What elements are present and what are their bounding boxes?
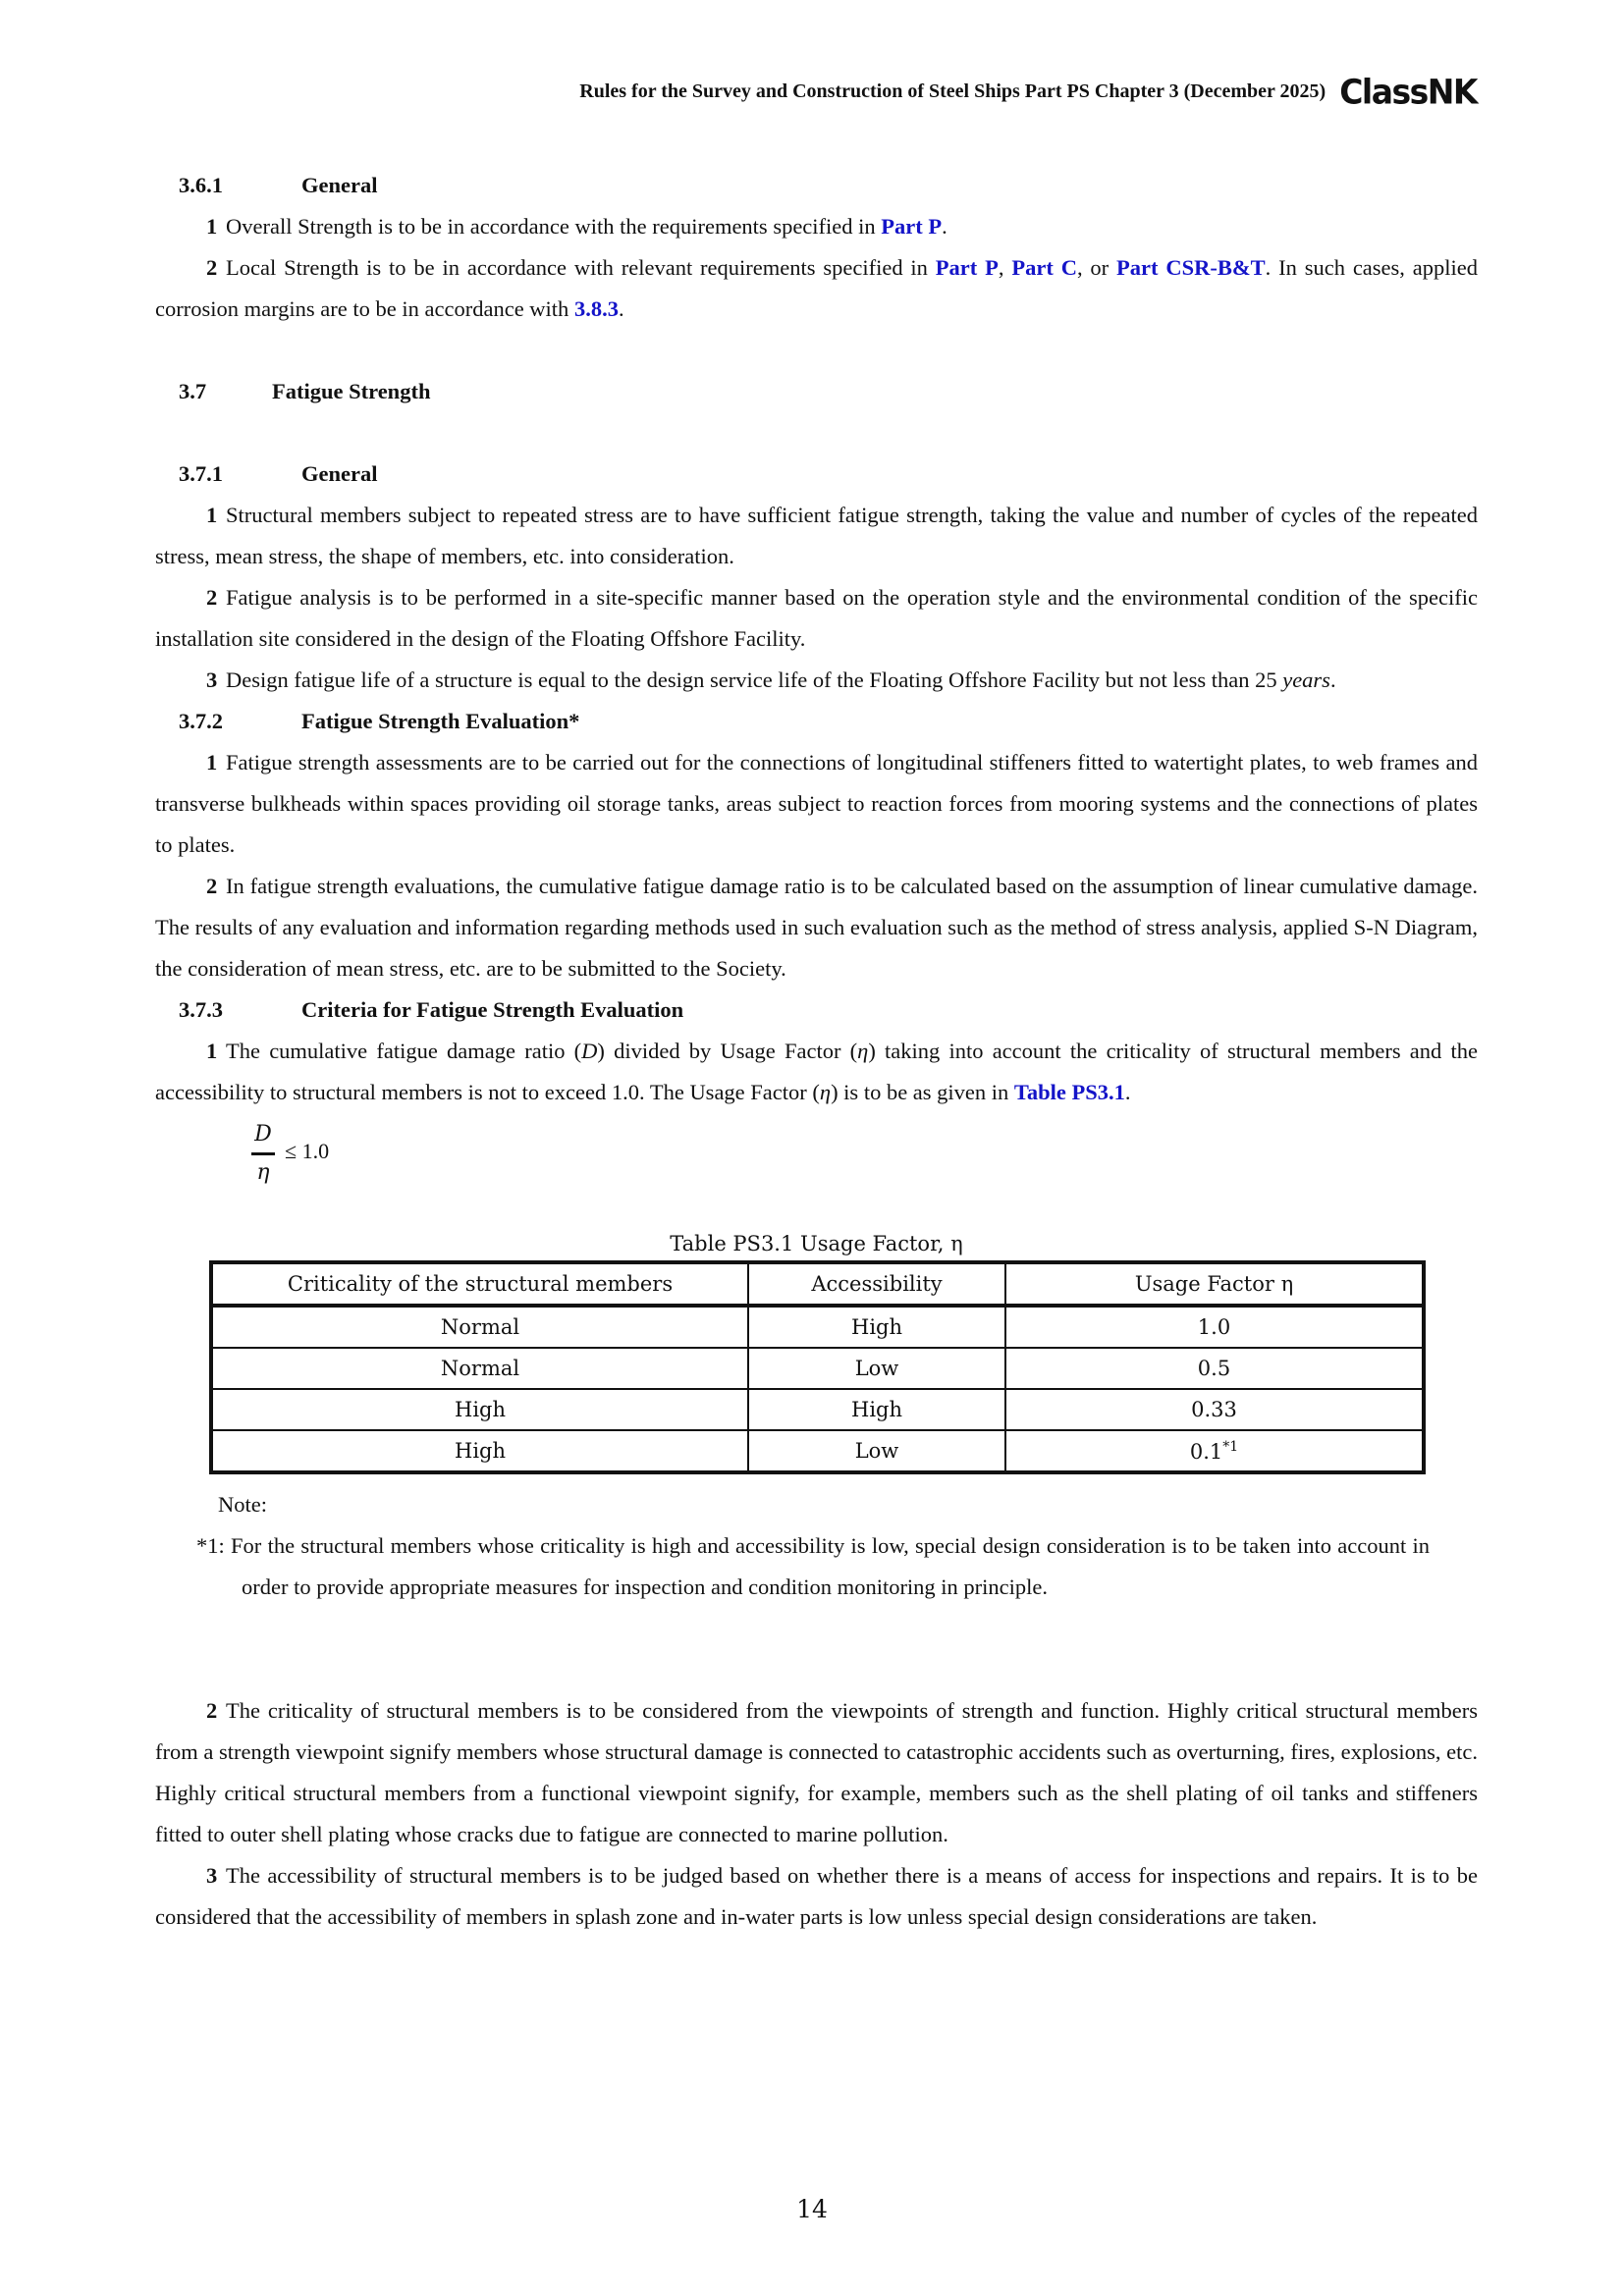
section-number: 3.6.1: [179, 173, 223, 197]
header-title: Rules for the Survey and Construction of Steel Ships Part PS Chapter 3 (December 2025): [579, 80, 1326, 102]
paragraph-3-7-2-1: [155, 742, 1478, 866]
section-heading-3-7-1: [155, 454, 1478, 495]
section-number: 3.7.3: [179, 997, 223, 1022]
paragraph-text: The accessibility of structural members is to be judged based on whether there is a means of access for inspections and repairs. It is to be considered that the accessibility of members in splash zone and in-water parts is low unless special design considerations are taken.: [155, 1863, 1478, 1929]
fraction-numerator: D: [254, 1122, 272, 1147]
link-part-csr-bt[interactable]: Part CSR-B&T: [1116, 255, 1266, 280]
paragraph-3-7-1-3: [155, 660, 1478, 701]
table-cell: [1005, 1430, 1424, 1472]
paragraph-text: The criticality of structural members is to be considered from the viewpoints of strength and function. Highly critical structural members from a strength viewpoint signify members whose structural damage is connected to catastrophic accidents such as overturning, fires, explosions, etc. Highly critical structural members from a functional viewpoint signify, for example, members such as the shell plating of oil tanks and stiffeners fitted to outer shell plating whose cracks due to fatigue are connected to marine pollution.: [155, 1698, 1478, 1846]
fatigue-criterion-formula: [251, 1113, 1478, 1201]
table-cell: Normal: [211, 1306, 748, 1348]
paragraph-text: ) taking into account the criticality of structural members and the accessibility to structural members is not to exceed 1.0. The Usage Factor (: [155, 1039, 1478, 1104]
table-cell-value: 0.1: [1189, 1439, 1223, 1464]
link-table-ps3-1[interactable]: Table PS3.1: [1013, 1080, 1125, 1104]
section-number: 3.7: [179, 379, 207, 403]
paragraph-text: ) is to be as given in: [831, 1080, 1014, 1104]
classnk-logo: ClassNK: [1339, 72, 1477, 112]
formula-rhs: ≤ 1.0: [285, 1139, 330, 1163]
paragraph-number: 1: [206, 503, 218, 527]
paragraph-number: 1: [206, 750, 218, 774]
paragraph-text: Fatigue analysis is to be performed in a site-specific manner based on the operation style and the environmental condition of the specific installation site considered in the design of the Floating Offshore Facility.: [155, 585, 1478, 651]
section-heading-3-7-2: [155, 701, 1478, 742]
section-number: 3.7.2: [179, 709, 223, 733]
section-title: General: [301, 461, 378, 486]
fraction: [251, 1121, 275, 1187]
link-part-p[interactable]: Part P: [935, 255, 999, 280]
table-cell: 1.0: [1005, 1306, 1424, 1348]
paragraph-number: 2: [206, 1698, 218, 1723]
page-content: [155, 165, 1478, 1938]
table-cell: 0.5: [1005, 1348, 1424, 1389]
section-title: Fatigue Strength: [272, 379, 431, 403]
symbol-d: D: [581, 1039, 598, 1063]
table-header-cell: Criticality of the structural members: [211, 1262, 748, 1306]
table-cell: Low: [748, 1430, 1005, 1472]
table-caption: Table PS3.1 Usage Factor, η: [670, 1232, 963, 1255]
paragraph-text: Overall Strength is to be in accordance with the requirements specified in: [226, 214, 882, 239]
table-row: [211, 1306, 1424, 1348]
table-cell: High: [748, 1389, 1005, 1430]
table-cell: High: [748, 1306, 1005, 1348]
symbol-eta: η: [819, 1080, 832, 1104]
paragraph-number: 2: [206, 585, 218, 610]
section-heading-3-7-3: [155, 989, 1478, 1031]
table-note-label: Note:: [218, 1492, 267, 1517]
paragraph-3-7-2-2: [155, 866, 1478, 989]
table-row: [211, 1348, 1424, 1389]
table-cell: Normal: [211, 1348, 748, 1389]
table-cell: Low: [748, 1348, 1005, 1389]
paragraph-text: ,: [998, 255, 1012, 280]
table-note-item: *1: For the structural members whose criticality is high and accessibility is low, special design consideration is to be taken into account in order to provide appropriate measures for inspection and condition monitoring in principle.: [196, 1533, 1430, 1599]
fraction-bar: [251, 1152, 275, 1155]
paragraph-text: .: [618, 296, 624, 321]
section-title: General: [301, 173, 378, 197]
paragraph-3-6-1-1: [155, 206, 1478, 247]
link-3-8-3[interactable]: 3.8.3: [573, 296, 619, 321]
section-number: 3.7.1: [179, 461, 223, 486]
symbol-eta: η: [857, 1039, 869, 1063]
table-header-cell: Usage Factor η: [1005, 1262, 1424, 1306]
link-part-c[interactable]: Part C: [1011, 255, 1077, 280]
table-row: [211, 1430, 1424, 1472]
paragraph-3-6-1-2: [155, 247, 1478, 330]
table-header-row: [211, 1262, 1424, 1306]
paragraph-emphasis: years: [1282, 667, 1330, 692]
paragraph-3-7-3-3: [155, 1855, 1478, 1938]
paragraph-text: .: [1329, 667, 1336, 692]
usage-factor-table: [209, 1260, 1426, 1474]
paragraph-3-7-1-2: [155, 577, 1478, 660]
paragraph-text: Local Strength is to be in accordance with relevant requirements specified in: [226, 255, 936, 280]
link-part-p[interactable]: Part P: [881, 214, 943, 239]
paragraph-3-7-3-2: [155, 1690, 1478, 1855]
table-row: [211, 1389, 1424, 1430]
paragraph-number: 1: [206, 214, 218, 239]
footnote-marker: *1: [1222, 1438, 1239, 1455]
paragraph-text: , or: [1076, 255, 1117, 280]
paragraph-3-7-1-1: [155, 495, 1478, 577]
paragraph-number: 2: [206, 874, 218, 898]
paragraph-3-7-3-1: [155, 1031, 1478, 1113]
page-number: 14: [796, 2195, 828, 2223]
paragraph-text: Design fatigue life of a structure is equal to the design service life of the Floating Offshore Facility but not less than 25: [226, 667, 1283, 692]
paragraph-number: 3: [206, 667, 218, 692]
paragraph-number: 3: [206, 1863, 218, 1888]
paragraph-text: . In such cases, applied corrosion margins are to be in accordance with: [155, 255, 1479, 321]
paragraph-text: .: [942, 214, 947, 239]
paragraph-number: 2: [206, 255, 218, 280]
paragraph-text: .: [1124, 1080, 1131, 1104]
paragraph-number: 1: [206, 1039, 218, 1063]
section-heading-3-7: [155, 371, 1478, 412]
paragraph-text: In fatigue strength evaluations, the cumulative fatigue damage ratio is to be calculated based on the assumption of linear cumulative damage. The results of any evaluation and information regarding methods used in such evaluation such as the method of stress analysis, applied S-N Diagram, the consideration of mean stress, etc. are to be submitted to the Society.: [155, 874, 1478, 981]
paragraph-text: ) divided by Usage Factor (: [597, 1039, 858, 1063]
table-header-cell: Accessibility: [748, 1262, 1005, 1306]
table-cell: High: [211, 1430, 748, 1472]
page-header: [579, 73, 1477, 111]
table-cell: High: [211, 1389, 748, 1430]
section-title: Fatigue Strength Evaluation*: [301, 709, 580, 733]
table-cell: 0.33: [1005, 1389, 1424, 1430]
section-heading-3-6-1: [155, 165, 1478, 206]
fraction-denominator: η: [256, 1160, 270, 1185]
section-title: Criteria for Fatigue Strength Evaluation: [301, 997, 684, 1022]
paragraph-text: Structural members subject to repeated stress are to have sufficient fatigue strength, taking the value and number of cycles of the repeated stress, mean stress, the shape of members, etc. into consideration.: [155, 503, 1478, 568]
paragraph-text: The cumulative fatigue damage ratio (: [226, 1039, 582, 1063]
paragraph-text: Fatigue strength assessments are to be carried out for the connections of longitudinal stiffeners fitted to watertight plates, to web frames and transverse bulkheads within spaces providing oil storage tanks, areas subject to reaction forces from mooring systems and the connections of plates to plates.: [155, 750, 1478, 857]
